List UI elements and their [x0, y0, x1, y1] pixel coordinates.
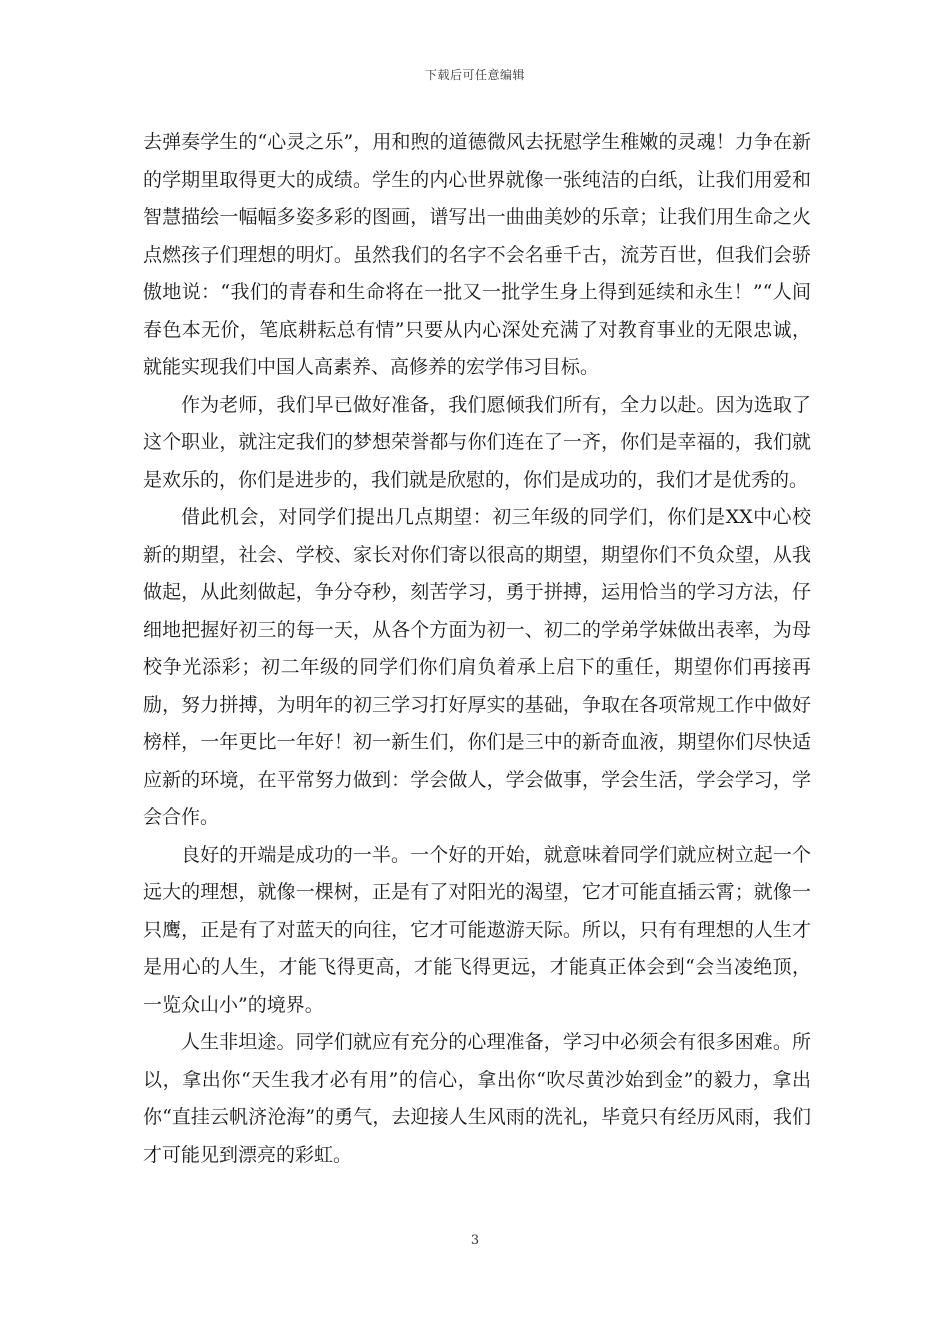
paragraph-continuation: 去弹奏学生的“心灵之乐”，用和煦的道德微风去抚慰学生稚嫩的灵魂！力争在新的学期里取得更大的成绩。学生的内心世界就像一张纯洁的白纸，让我们用爱和智慧描绘一幅幅多姿多彩的图画，谱写出一曲曲美妙的乐章；让我们用生命之火点燃孩子们理想的明灯。虽然我们的名字不会名垂千古，流芳百世，但我们会骄傲地说：“我们的青春和生命将在一批又一批学生身上得到延续和永生！”“人间春色本无价，笔底耕耘总有情”只要从内心深处充满了对教育事业的无限忠诚，就能实现我们中国人高素养、高修养的宏学伟习目标。 [143, 131, 811, 378]
paragraph-good-beginning: 良好的开端是成功的一半。一个好的开始，就意味着同学们就应树立起一个远大的理想，就像一棵树，正是有了对阳光的渴望，它才可能直插云霄；就像一只鹰，正是有了对蓝天的向往，它才可能遨游天际。所以，只有有理想的人生才是用心的人生，才能飞得更高，才能飞得更远，才能真正体会到“会当凌绝顶，一览众山小”的境界。 [143, 843, 811, 1016]
page-header: 下载后可任意编辑 [424, 68, 525, 82]
paragraph-teachers-commitment: 作为老师，我们早已做好准备，我们愿倾我们所有，全力以赴。因为选取了这个职业，就注定我们的梦想荣誉都与你们连在了一齐，你们是幸福的，我们就是欢乐的，你们是进步的，我们就是欣慰的，你们是成功的，我们才是优秀的。 [143, 393, 811, 491]
page-number: 3 [470, 1233, 480, 1248]
document-body [143, 124, 811, 1174]
paragraph-life-not-smooth: 人生非坦途。同学们就应有充分的心理准备，学习中必须会有很多困难。所以，拿出你“天生我才必有用”的信心，拿出你“吹尽黄沙始到金”的毅力，拿出你“直挂云帆济沧海”的勇气，去迎接人生风雨的洗礼，毕竟只有经历风雨，我们才可能见到漂亮的彩虹。 [143, 1031, 811, 1166]
paragraph-expectations: 借此机会，对同学们提出几点期望：初三年级的同学们，你们是XX中心校新的期望，社会、学校、家长对你们寄以很高的期望，期望你们不负众望，从我做起，从此刻做起，争分夺秒，刻苦学习，勇于拼搏，运用恰当的学习方法，仔细地把握好初三的每一天，从各个方面为初一、初二的学弟学妹做出表率，为母校争光添彩；初二年级的同学们你们肩负着承上启下的重任，期望你们再接再励，努力拼搏，为明年的初三学习打好厚实的基础，争取在各项常规工作中做好榜样，一年更比一年好！初一新生们，你们是三中的新奇血液，期望你们尽快适应新的环境，在平常努力做到：学会做人，学会做事，学会生活，学会学习，学会合作。 [143, 506, 811, 828]
